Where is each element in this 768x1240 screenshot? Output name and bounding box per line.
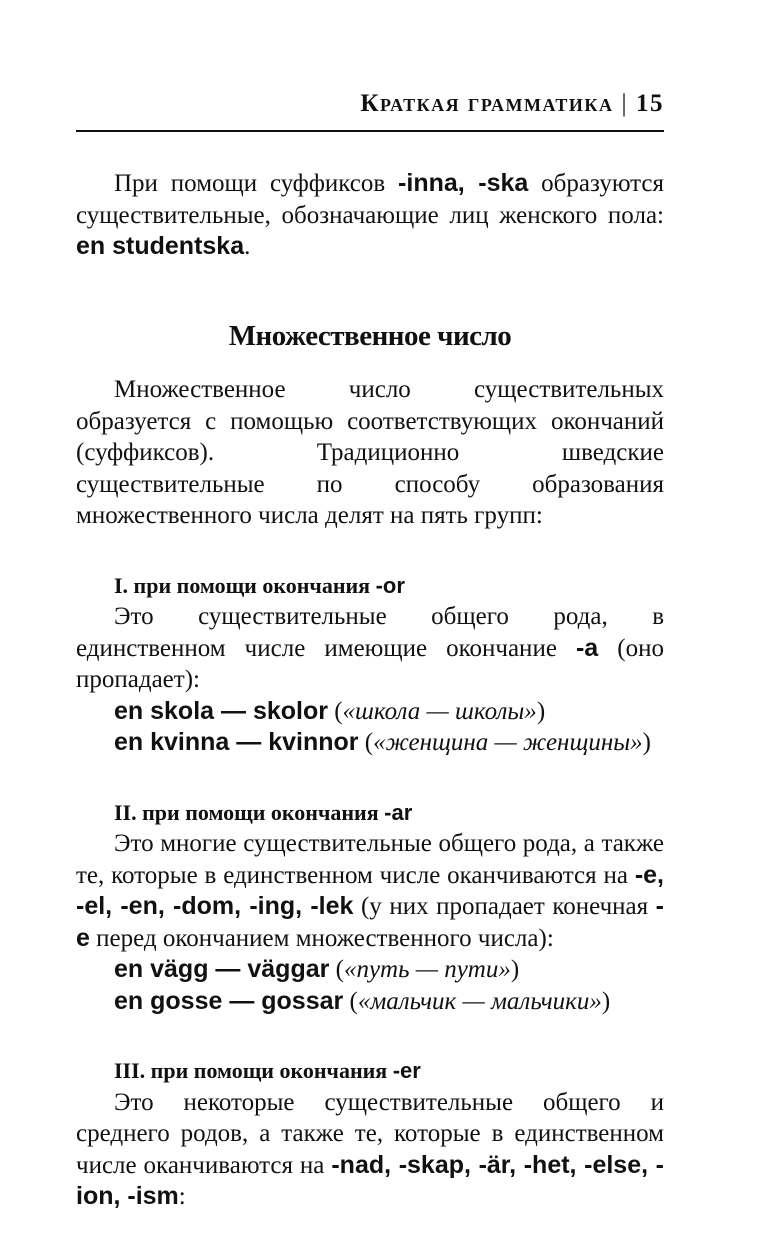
example-paren-open: ( (329, 956, 344, 983)
group-1-description (76, 601, 664, 696)
group-1-title (76, 570, 664, 602)
group-2-title-text: II. при помощи окончания (114, 799, 385, 825)
group-3-title (76, 1055, 664, 1087)
example-paren-close: ) (510, 956, 520, 983)
intro-suffixes: -inna, -ska (398, 169, 529, 197)
group-3-desc-text-2: : (178, 1183, 186, 1210)
group-3-suffix: -er (392, 1058, 421, 1083)
group-2-title (76, 797, 664, 829)
example-paren-close: ) (601, 987, 611, 1015)
example-swedish: en gosse — gossar (114, 986, 344, 1015)
intro-text-3: . (244, 233, 251, 260)
intro-example: en studentska (76, 232, 245, 260)
running-head-title: Краткая грамматика (360, 90, 614, 117)
page-number: 15 (636, 90, 664, 117)
group-2-desc-text-2: (у них пропадает конечная (353, 893, 656, 920)
example-paren-open: ( (358, 729, 374, 756)
group-2-example-2 (114, 986, 664, 1018)
running-head (76, 90, 664, 118)
section-title: Множественное число (228, 319, 512, 352)
group-1-title-text: I. при помощи окончания (114, 572, 376, 598)
group-1-suffix: -or (375, 572, 405, 598)
group-1-desc-ending: -a (575, 633, 599, 662)
group-1-desc-text-2: (оно пропадает): (76, 634, 664, 693)
group-1-desc-text-1: Это существительные общего рода, в единственном числе имеющие окончание (76, 603, 664, 662)
example-swedish: en skola — skolor (114, 696, 328, 725)
header-rule (76, 130, 664, 132)
section-paragraph: Множественное число существительных образуется с помощью соответствующих окончаний (суффиксов). Традиционно шведские существительные по способу образования множественного числа делят на пять групп: (76, 376, 664, 529)
example-translation: «женщина — женщины» (373, 729, 643, 756)
example-paren-close: ) (536, 697, 546, 725)
group-3-desc-text-1: Это некоторые существительные общего и среднего родов, а также те, которые в единственном числе оканчиваются на (76, 1088, 664, 1179)
example-swedish: en kvinna — kvinnor (114, 728, 359, 756)
running-head-separator: | (621, 90, 628, 117)
group-2-suffix: -ar (384, 799, 413, 825)
intro-paragraph (76, 168, 664, 263)
group-2-description (76, 828, 664, 954)
example-translation: «школа — школы» (342, 697, 537, 725)
group-2-desc-ending-e: -e (76, 892, 664, 952)
group-1-example-1 (114, 696, 664, 728)
group-3-desc-endings: -nad, -skap, -är, -het, -else, -ion, -ism (76, 1150, 664, 1210)
example-paren-close: ) (642, 729, 651, 756)
group-3-title-text: III. при помощи окончания (114, 1058, 393, 1083)
example-swedish: en vägg — väggar (114, 955, 330, 983)
group-2-desc-endings: -e, -el, -en, -dom, -ing, -lek (76, 860, 664, 920)
intro-text-1: При помощи суффиксов (114, 170, 399, 197)
group-2-desc-text-1: Это многие существительные общего рода, а также те, которые в единственном числе оканчиваются на (76, 830, 664, 889)
page-body (76, 168, 664, 1213)
example-paren-open: ( (343, 987, 358, 1015)
group-2-example-1 (114, 954, 664, 986)
group-1-example-2 (114, 727, 664, 759)
example-translation: «мальчик — мальчики» (357, 987, 602, 1015)
example-paren-open: ( (327, 697, 343, 725)
example-translation: «путь — пути» (343, 956, 511, 983)
intro-text-2: образуются существительные, обозначающие лиц женского пола: (76, 170, 664, 229)
group-3-description (76, 1087, 664, 1213)
group-2-desc-text-3: перед окончанием множественного числа): (89, 924, 554, 952)
